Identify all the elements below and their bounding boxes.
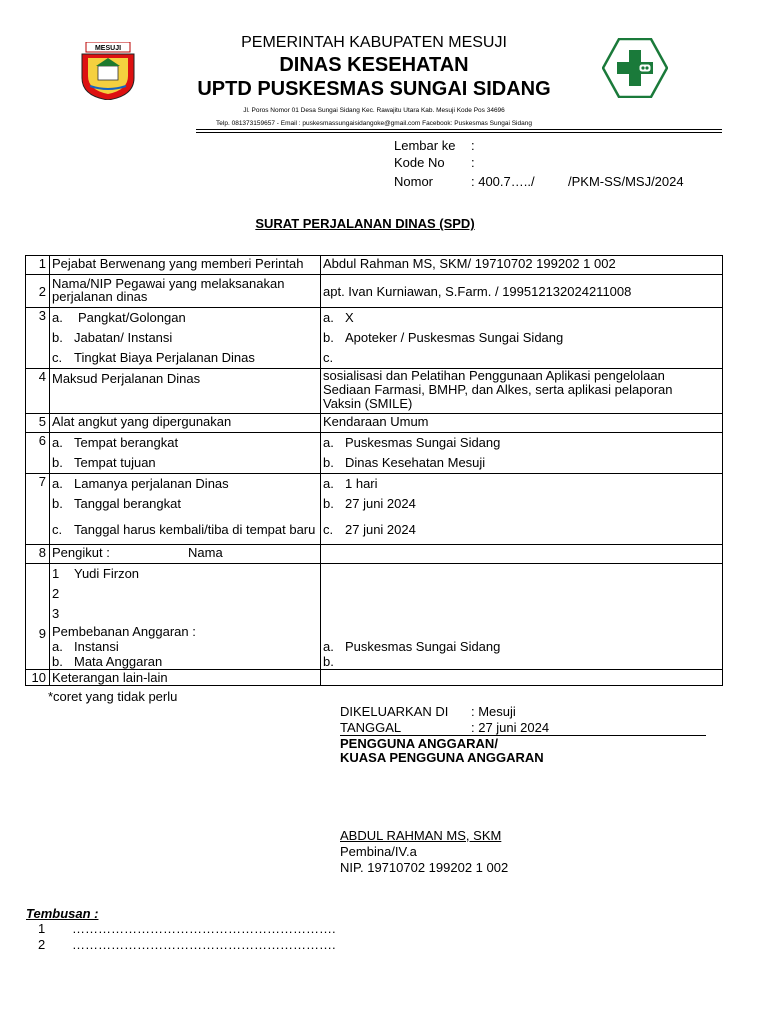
sub-item xyxy=(323,654,720,669)
sub-letter: a. xyxy=(52,435,63,450)
row-value xyxy=(321,564,723,670)
sub-text: Dinas Kesehatan Mesuji xyxy=(345,455,486,470)
sub-item xyxy=(52,494,318,514)
date-value: : 27 juni 2024 xyxy=(471,720,550,735)
emblem-text: MESUJI xyxy=(94,45,122,52)
row-value: Kendaraan Umum xyxy=(321,414,723,433)
sub-item xyxy=(52,453,318,473)
sub-text: Pangkat/Golongan xyxy=(78,310,186,325)
spacer xyxy=(323,604,720,624)
sub-text: Jabatan/ Instansi xyxy=(74,330,173,345)
sub-letter: b. xyxy=(52,496,63,511)
nomor-value: : 400.7…../ xyxy=(471,174,535,189)
table-row xyxy=(26,474,723,545)
row-value xyxy=(321,308,723,369)
issued-at-label: DIKELUARKAN DI xyxy=(340,704,449,719)
sub-text: Tempat tujuan xyxy=(74,455,156,470)
table-row xyxy=(26,275,723,308)
spacer xyxy=(28,604,46,624)
sub-item xyxy=(52,639,318,654)
copies-item-dots: ……………………………………………………. xyxy=(72,937,336,952)
follower-number: 3 xyxy=(52,606,60,621)
sub-item xyxy=(323,639,720,654)
sub-text: Tanggal berangkat xyxy=(74,496,181,511)
sub-letter: c. xyxy=(52,522,63,537)
row-label xyxy=(50,564,321,670)
header-address: Jl. Poros Nomor 01 Desa Sungai Sidang Kec. Rawajitu Utara Kab. Mesuji Kode Pos 34696 xyxy=(243,107,505,114)
row-label: Alat angkut yang dipergunakan xyxy=(50,414,321,433)
table-row xyxy=(26,564,723,670)
row-number: 5 xyxy=(26,414,50,433)
nomor-label: Nomor xyxy=(394,174,434,189)
sub-letter: b. xyxy=(52,654,63,669)
header-department: DINAS KESEHATAN xyxy=(279,54,469,76)
sub-item xyxy=(323,453,720,473)
sub-text: Puskesmas Sungai Sidang xyxy=(345,435,501,450)
sub-item xyxy=(323,474,720,494)
header-divider-secondary xyxy=(196,132,722,133)
sub-text: 27 juni 2024 xyxy=(345,522,416,537)
signer-role-secondary: KUASA PENGGUNA ANGGARAN xyxy=(340,750,544,765)
sub-letter: a. xyxy=(323,435,334,450)
sub-letter: a. xyxy=(52,639,63,654)
row-label: Nama/NIP Pegawai yang melaksanakan perjalanan dinas xyxy=(50,275,321,308)
row-number: 6 xyxy=(26,433,50,474)
sub-letter: b. xyxy=(323,496,334,511)
sub-item xyxy=(52,474,318,494)
signer-role: PENGGUNA ANGGARAN/ xyxy=(340,736,498,751)
purpose-line: Sediaan Farmasi, BMHP, dan Alkes, serta aplikasi pelaporan xyxy=(323,382,673,397)
header-government: PEMERINTAH KABUPATEN MESUJI xyxy=(241,34,507,51)
followers-label: Pengikut : xyxy=(52,545,110,560)
sub-text: Mata Anggaran xyxy=(74,654,163,669)
row-value xyxy=(321,545,723,564)
row-number: 7 xyxy=(26,474,50,545)
spd-table xyxy=(25,255,723,686)
kode-label: Kode No xyxy=(394,155,445,170)
sub-text: Tanggal harus kembali/tiba di tempat baru xyxy=(74,522,316,537)
header-divider xyxy=(196,129,722,130)
sub-letter: a. xyxy=(52,310,63,325)
sub-letter: a. xyxy=(323,639,334,654)
follower-item xyxy=(52,564,318,584)
sub-text: X xyxy=(345,310,354,325)
document-title: SURAT PERJALANAN DINAS (SPD) xyxy=(255,216,475,231)
table-row xyxy=(26,369,723,414)
sub-item xyxy=(323,433,720,453)
sub-letter: b. xyxy=(323,654,334,669)
sub-text: 1 hari xyxy=(345,476,378,491)
sub-letter: a. xyxy=(323,310,334,325)
row-number: 10 xyxy=(26,670,50,686)
header-contact: Telp. 081373159657 - Email : puskesmassungaisidangoke@gmail.com Facebook: Puskesmas Sungai Sidang xyxy=(216,120,532,127)
row-value xyxy=(321,369,723,414)
sub-text: Tingkat Biaya Perjalanan Dinas xyxy=(74,350,255,365)
purpose-line: Vaksin (SMILE) xyxy=(323,396,413,411)
strike-note: *coret yang tidak perlu xyxy=(48,689,178,704)
header-institution: UPTD PUSKESMAS SUNGAI SIDANG xyxy=(197,78,551,100)
row-label xyxy=(50,474,321,545)
sub-text: 27 juni 2024 xyxy=(345,496,416,511)
row-number: 2 xyxy=(26,275,50,308)
sub-item xyxy=(52,348,318,368)
spacer xyxy=(28,584,46,604)
sub-item xyxy=(323,328,720,348)
row-number: 8 xyxy=(26,545,50,564)
sub-letter: a. xyxy=(52,476,63,491)
sub-item xyxy=(52,433,318,453)
followers-column-header: Nama xyxy=(188,545,223,560)
row-number xyxy=(26,564,50,670)
signer-rank: Pembina/IV.a xyxy=(340,844,417,859)
follower-number: 1 xyxy=(52,566,60,581)
sub-letter: c. xyxy=(52,350,63,365)
table-row xyxy=(26,545,723,564)
row-label xyxy=(50,308,321,369)
sub-text: Apoteker / Puskesmas Sungai Sidang xyxy=(345,330,564,345)
row-label xyxy=(50,433,321,474)
spacer xyxy=(323,624,720,639)
sub-text: Instansi xyxy=(74,639,119,654)
table-row xyxy=(26,256,723,275)
spacer xyxy=(28,564,46,584)
sub-item xyxy=(52,520,318,540)
budget-label: Pembebanan Anggaran : xyxy=(52,624,196,639)
sub-text: Lamanya perjalanan Dinas xyxy=(74,476,229,491)
row-number: 3 xyxy=(26,308,50,369)
lembar-value: : xyxy=(471,138,475,153)
row-value xyxy=(321,474,723,545)
follower-number: 2 xyxy=(52,586,60,601)
sub-letter: c. xyxy=(323,350,334,365)
sub-letter: b. xyxy=(323,330,334,345)
row-value: Abdul Rahman MS, SKM/ 19710702 199202 1 002 xyxy=(321,256,723,275)
spacer xyxy=(323,584,720,604)
date-label: TANGGAL xyxy=(340,720,402,735)
row-number: 4 xyxy=(26,369,50,414)
sub-item xyxy=(52,308,318,328)
signer-name: ABDUL RAHMAN MS, SKM xyxy=(340,828,502,843)
nomor-suffix: /PKM-SS/MSJ/2024 xyxy=(568,174,684,189)
sub-text: Puskesmas Sungai Sidang xyxy=(345,639,501,654)
sub-letter: b. xyxy=(323,455,334,470)
lembar-label: Lembar ke xyxy=(394,138,456,153)
table-row xyxy=(26,308,723,369)
row-label: Keterangan lain-lain xyxy=(50,670,321,686)
table-row xyxy=(26,414,723,433)
kode-value: : xyxy=(471,155,475,170)
table-row xyxy=(26,670,723,686)
signer-nip: NIP. 19710702 199202 1 002 xyxy=(340,860,509,875)
copies-item-number: 2 xyxy=(38,937,46,952)
sub-item xyxy=(323,520,720,540)
sub-letter: b. xyxy=(52,455,63,470)
row-label xyxy=(50,545,321,564)
follower-item xyxy=(52,584,318,604)
row-label: Maksud Perjalanan Dinas xyxy=(50,369,321,414)
row-number: 1 xyxy=(26,256,50,275)
row-number-label: 9 xyxy=(38,626,46,641)
copies-item-dots: ……………………………………………………. xyxy=(72,921,336,936)
table-row xyxy=(26,433,723,474)
follower-item xyxy=(52,604,318,624)
spacer xyxy=(323,564,720,584)
sub-letter: c. xyxy=(323,522,334,537)
copies-label: Tembusan : xyxy=(26,906,99,921)
issued-at-value: : Mesuji xyxy=(471,704,516,719)
sub-letter: b. xyxy=(52,330,63,345)
sub-text: Tempat berangkat xyxy=(74,435,179,450)
sub-item xyxy=(52,654,318,669)
row-value xyxy=(321,670,723,686)
sub-item xyxy=(323,494,720,514)
sub-item xyxy=(323,348,720,368)
row-label: Pejabat Berwenang yang memberi Perintah xyxy=(50,256,321,275)
purpose-line: sosialisasi dan Pelatihan Penggunaan Aplikasi pengelolaan xyxy=(323,368,665,383)
row-value xyxy=(321,433,723,474)
sub-letter: a. xyxy=(323,476,334,491)
row-value: apt. Ivan Kurniawan, S.Farm. / 199512132024211008 xyxy=(321,275,723,308)
copies-item-number: 1 xyxy=(38,921,46,936)
sub-item xyxy=(323,308,720,328)
sub-item xyxy=(52,328,318,348)
follower-name: Yudi Firzon xyxy=(74,566,140,581)
